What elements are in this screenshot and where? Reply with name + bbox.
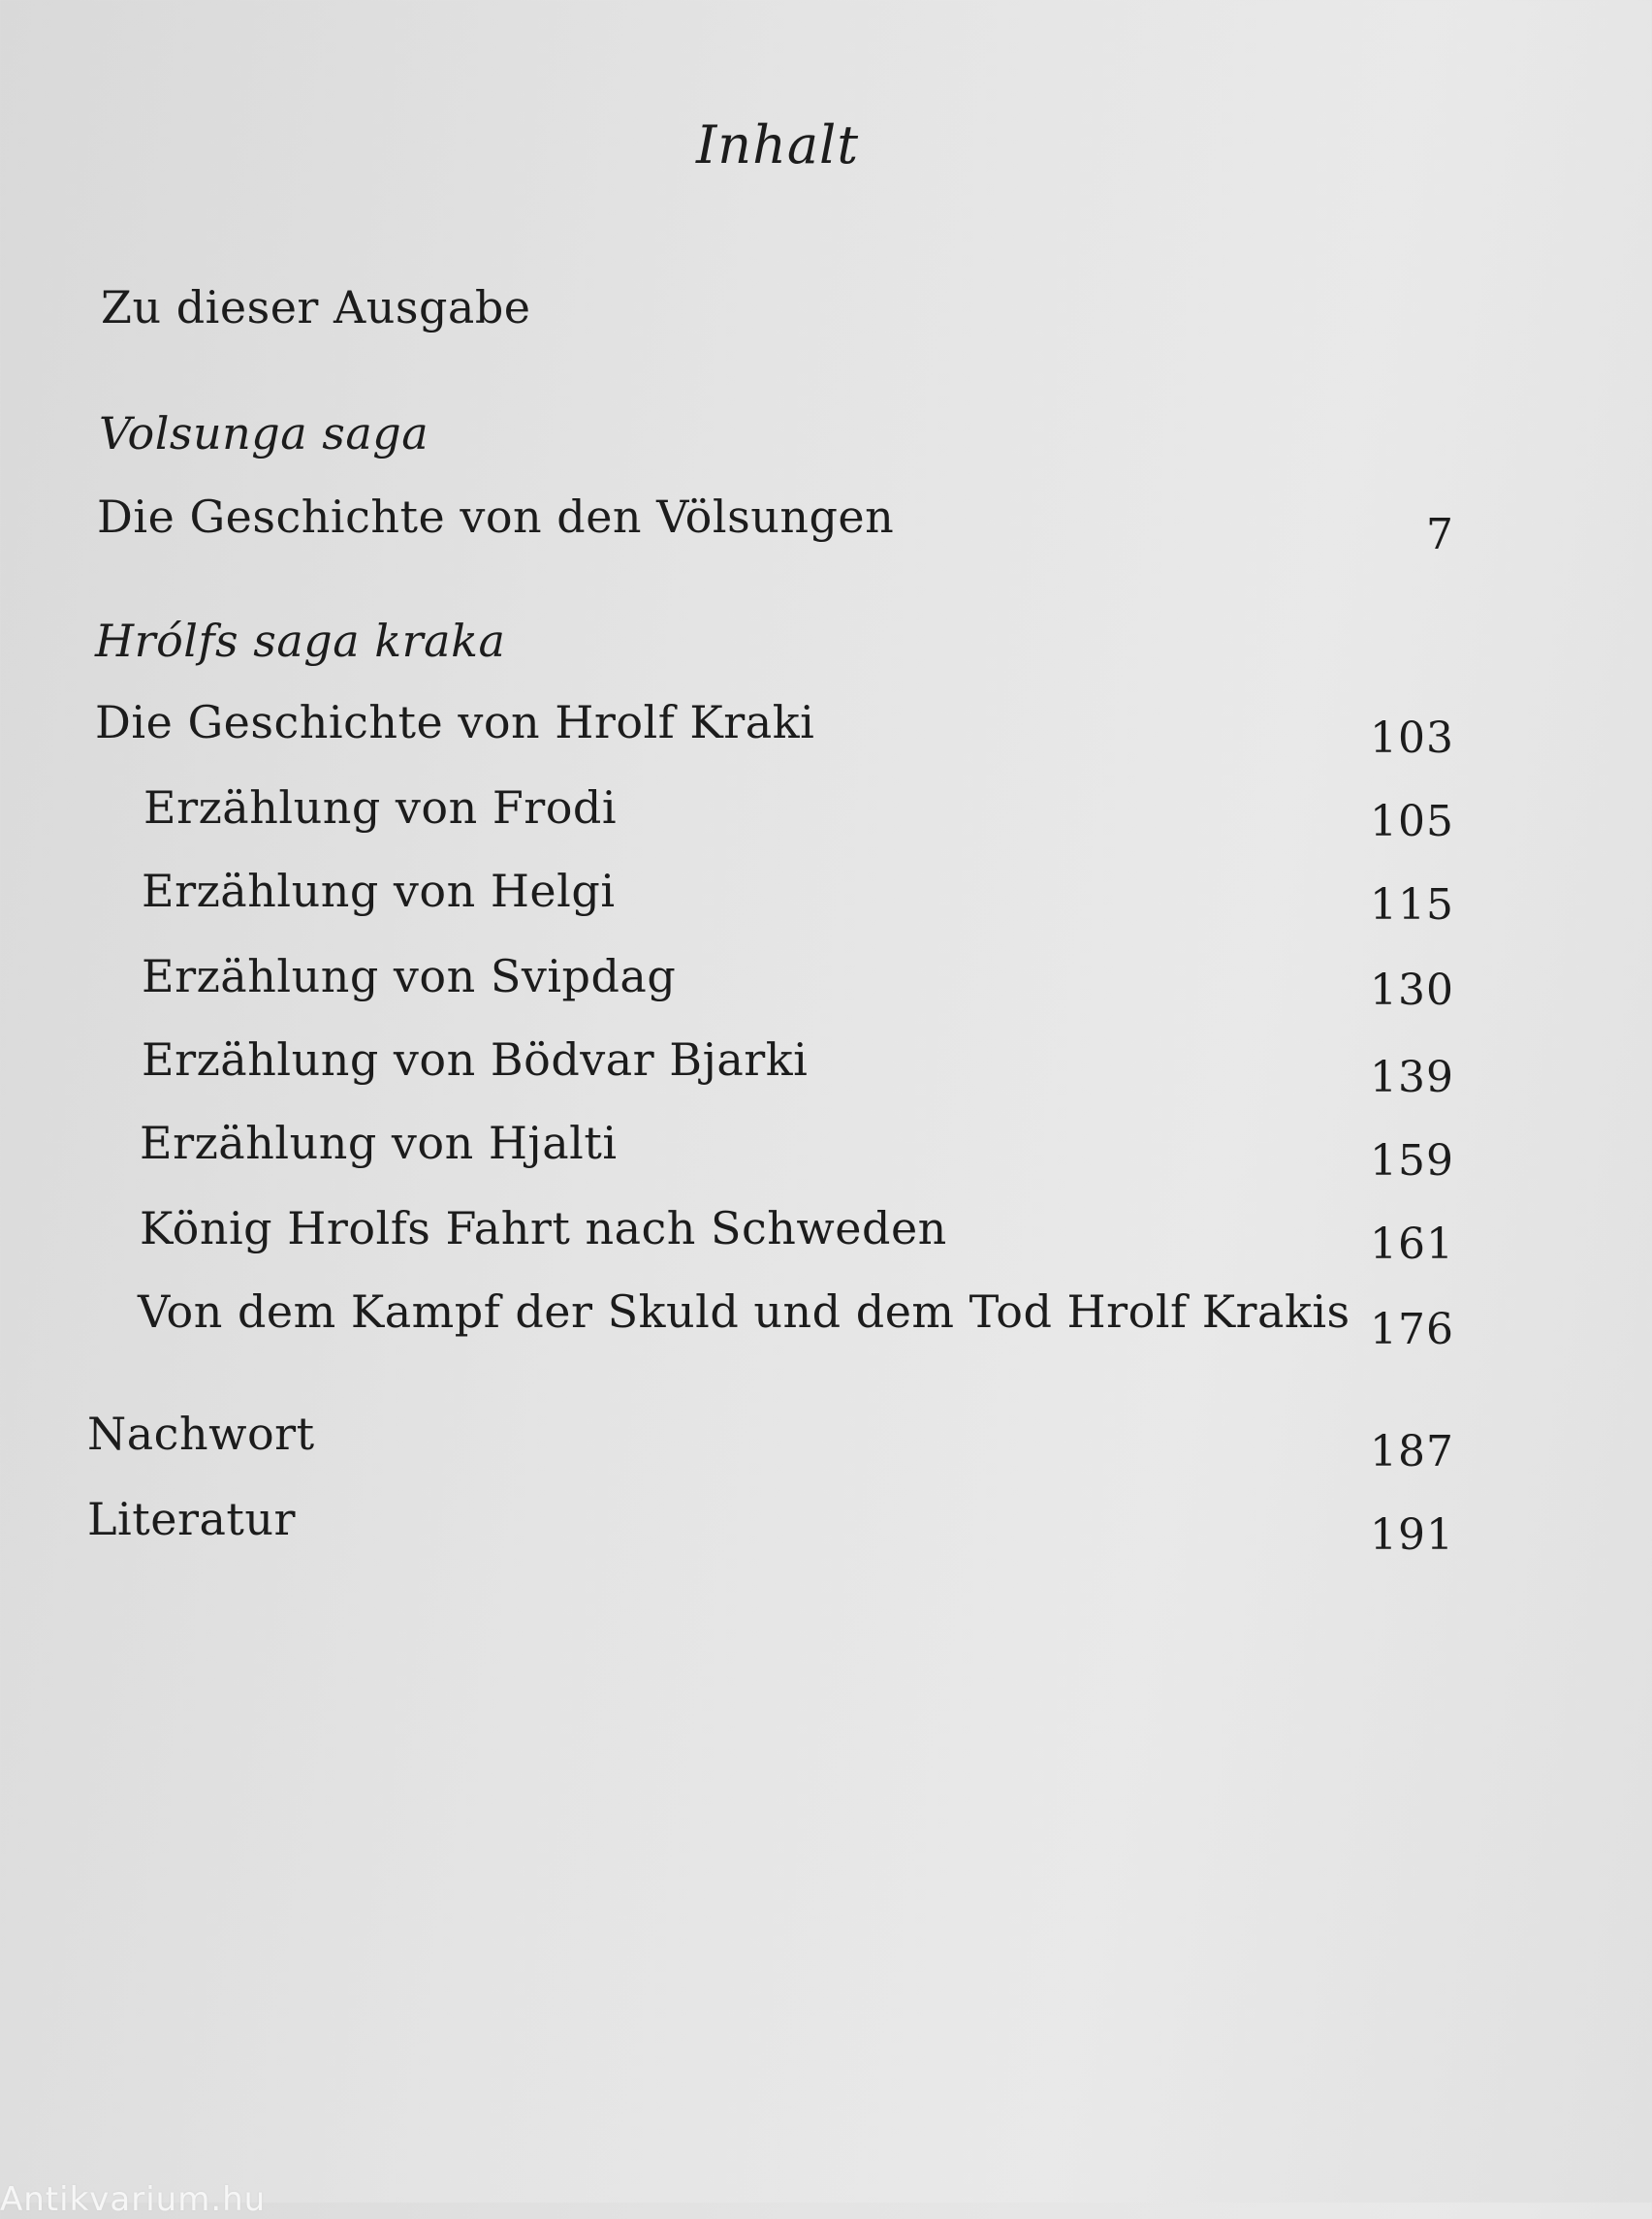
toc-page-number: 115: [1370, 880, 1454, 930]
toc-entry-hjalti: Erzählung von Hjalti: [140, 1117, 618, 1169]
toc-page-number: 7: [1426, 510, 1454, 559]
toc-section-hrolfs-saga-kraka: Hrólfs saga kraka: [95, 615, 506, 667]
toc-entry-voelsungen: Die Geschichte von den Völsungen: [97, 491, 895, 543]
toc-page-number: 105: [1370, 797, 1454, 846]
toc-page-number: 176: [1370, 1305, 1454, 1354]
toc-entry-helgi: Erzählung von Helgi: [142, 865, 616, 917]
toc-entry-frodi: Erzählung von Frodi: [143, 781, 618, 834]
page-title: Inhalt: [695, 114, 860, 175]
toc-entry-svipdag: Erzählung von Svipdag: [142, 950, 677, 1002]
toc-entry-kampf-der-skuld: Von dem Kampf der Skuld und dem Tod Hrolf Krakis: [138, 1285, 1350, 1338]
toc-page-number: 191: [1370, 1510, 1454, 1560]
toc-page-number: 139: [1370, 1053, 1454, 1102]
toc-section-volsunga-saga: Volsunga saga: [99, 407, 429, 460]
toc-page-number: 130: [1370, 966, 1454, 1015]
toc-page-number: 187: [1370, 1427, 1454, 1476]
toc-page-number: 159: [1370, 1136, 1454, 1186]
watermark-logo: Antikvarium.hu: [0, 2180, 267, 2219]
toc-page-number: 161: [1370, 1220, 1454, 1269]
toc-entry-zu-dieser-ausgabe: Zu dieser Ausgabe: [101, 281, 531, 333]
toc-entry-nachwort: Nachwort: [87, 1408, 315, 1460]
toc-entry-fahrt-nach-schweden: König Hrolfs Fahrt nach Schweden: [140, 1202, 947, 1254]
toc-entry-literatur: Literatur: [87, 1493, 296, 1545]
toc-page-number: 103: [1370, 713, 1454, 763]
toc-entry-boedvar-bjarki: Erzählung von Bödvar Bjarki: [142, 1033, 809, 1086]
toc-entry-hrolf-kraki: Die Geschichte von Hrolf Kraki: [95, 696, 815, 748]
